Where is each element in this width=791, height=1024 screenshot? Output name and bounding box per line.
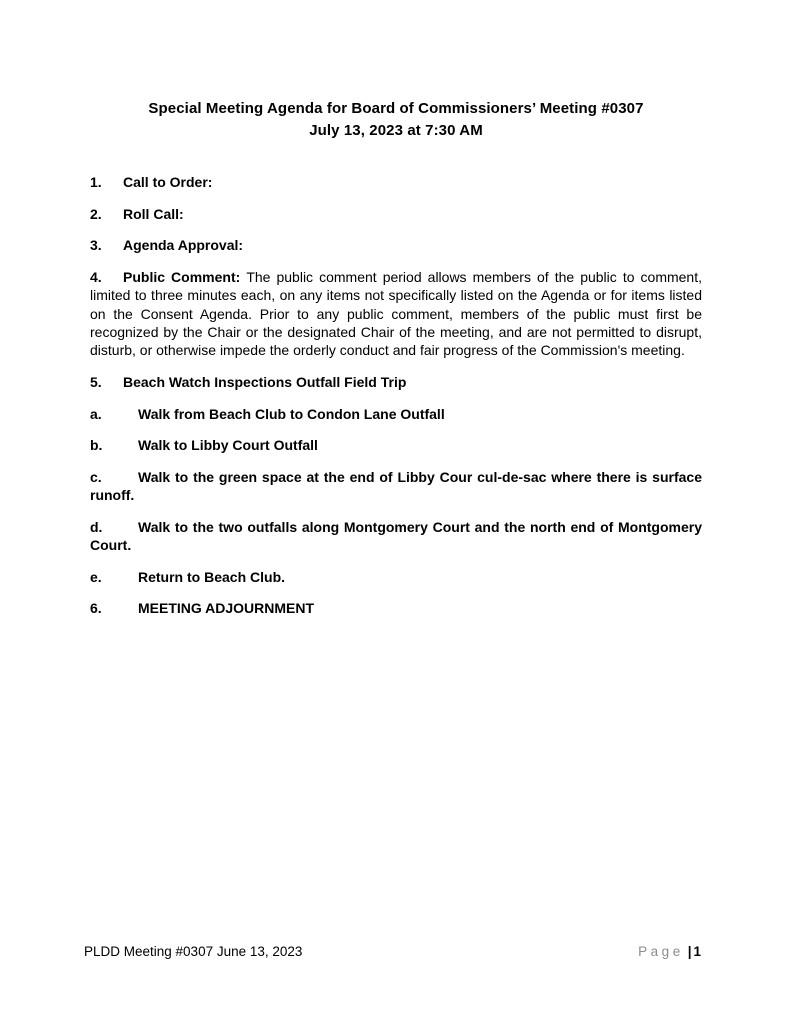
agenda-item <box>90 599 702 617</box>
item-marker: e. <box>90 568 102 585</box>
agenda-item <box>90 373 702 391</box>
item-marker: b. <box>90 437 103 454</box>
item-text: The public comment period allows members of the public to comment, limited to three minutes each, on any items not specifically listed on the Agenda or for items listed on the Consent Agenda. Prior to any public comment, members of the public must first be recognized by the Chair or the designated Chair of the meeting, and are not permitted to disrupt, disturb, or otherwise impede the orderly conduct and fair progress of the Commission's meeting. <box>90 268 702 359</box>
item-marker: 1. <box>90 174 102 190</box>
agenda-item <box>90 405 702 423</box>
footer-meeting-reference: PLDD Meeting #0307 June 13, 2023 <box>84 944 303 959</box>
item-marker: 4. <box>90 268 102 285</box>
page-subtitle: July 13, 2023 at 7:30 AM <box>309 122 483 139</box>
item-text: Walk from Beach Club to Condon Lane Outfall <box>138 405 445 422</box>
agenda-item <box>90 568 702 586</box>
item-marker: a. <box>90 405 102 422</box>
footer-page-word: Page <box>638 944 684 959</box>
page-footer <box>84 943 701 961</box>
footer-page-separator: | <box>687 944 692 959</box>
item-marker: c. <box>90 468 102 485</box>
item-text: Return to Beach Club. <box>138 568 286 585</box>
item-text: MEETING ADJOURNMENT <box>138 600 315 617</box>
item-marker: 3. <box>90 237 102 254</box>
agenda-item <box>90 205 702 223</box>
item-text: Beach Watch Inspections Outfall Field Trip <box>123 374 407 390</box>
item-text: Walk to the green space at the end of Libby Cour cul-de-sac where there is surface runoff. <box>90 468 702 504</box>
item-marker: 5. <box>90 374 102 390</box>
item-text: Walk to the two outfalls along Montgomery Court and the north end of Montgomery Court. <box>90 518 702 554</box>
page-title: Special Meeting Agenda for Board of Commissioners’ Meeting #0307 <box>148 100 644 117</box>
agenda-item <box>90 173 702 191</box>
item-text: Agenda Approval: <box>123 237 244 254</box>
item-marker: d. <box>90 518 103 535</box>
item-marker: 6. <box>90 600 102 617</box>
item-text: Walk to Libby Court Outfall <box>138 437 318 454</box>
item-lead: Public Comment: <box>123 268 247 285</box>
agenda-item <box>90 518 702 555</box>
agenda-item <box>90 468 702 505</box>
title-block <box>90 98 702 142</box>
agenda-item <box>90 436 702 454</box>
footer-page-number: 1 <box>693 944 701 959</box>
agenda-item <box>90 236 702 254</box>
agenda-item <box>90 268 702 360</box>
item-text: Call to Order: <box>123 174 213 190</box>
footer-page-indicator <box>638 943 701 961</box>
agenda-list <box>90 173 702 618</box>
item-text: Roll Call: <box>123 205 184 222</box>
item-marker: 2. <box>90 205 102 222</box>
